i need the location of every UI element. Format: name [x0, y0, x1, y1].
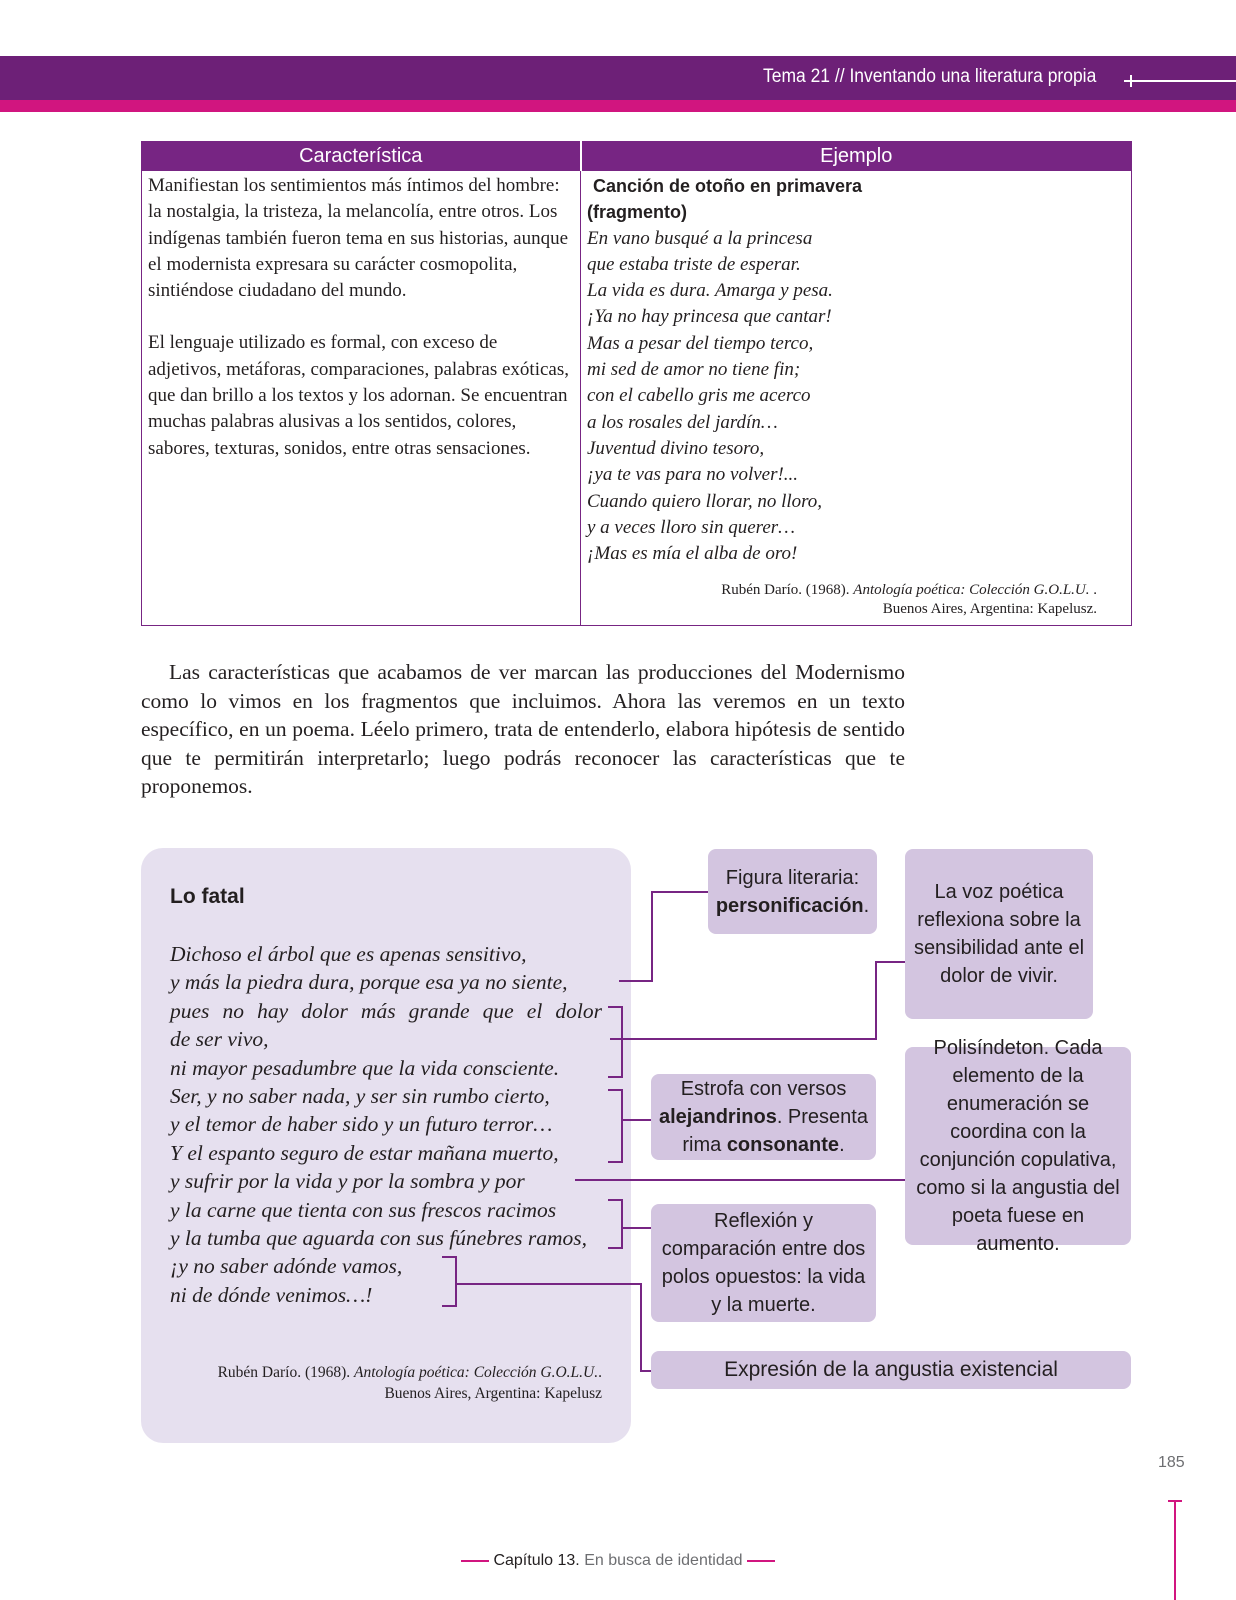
table-row — [142, 171, 1132, 626]
paragraph-gap — [148, 304, 574, 330]
footer-chapter: Capítulo 13. — [493, 1552, 580, 1569]
citation-author: Rubén Darío. (1968). — [217, 1364, 355, 1381]
characteristic-paragraph: Manifiestan los sentimientos más íntimos del hombre: la nostalgia, la tristeza, la melancolía, entre otros. Los indígenas también fueron tema en sus historias, aunque el modernista expresara su carácter cosmopolita, sintiéndose ciudadano del mundo. — [148, 175, 569, 302]
header-tick — [1130, 75, 1132, 87]
citation-tail: . — [598, 1364, 602, 1381]
poem-line: Juventud divino tesoro, — [587, 437, 765, 459]
poem-line: ¡Ya no hay princesa que cantar! — [587, 306, 832, 328]
poem-verse: y la tumba que aguarda con sus fúnebres ramos, — [170, 1226, 588, 1251]
citation-place: Buenos Aires, Argentina: Kapelusz. — [882, 601, 1097, 618]
note-estrofa-pre: Estrofa con versos — [680, 1078, 847, 1100]
poem-verse: Y el espanto seguro de estar mañana muerto, — [170, 1140, 559, 1165]
page-number: 185 — [1158, 1454, 1185, 1471]
poem-line: Mas a pesar del tiempo terco, — [587, 332, 814, 354]
column-header-example: Ejemplo — [581, 142, 1132, 171]
note-estrofa-bold1: alejandrinos — [659, 1106, 777, 1128]
footer — [0, 1552, 1236, 1570]
poem-verse: y más la piedra dura, porque esa ya no siente, — [170, 970, 568, 995]
footer-bar-left — [461, 1560, 489, 1562]
example-cell — [581, 171, 1132, 626]
connector-voz — [610, 962, 905, 1039]
poem-verse: de ser vivo, — [170, 1027, 269, 1052]
footer-subtitle: En busca de identidad — [584, 1552, 743, 1569]
note-angustia-text: Expresión de la angustia existencial — [724, 1358, 1058, 1381]
column-header-characteristic: Característica — [142, 142, 581, 171]
body-paragraph: Las características que acabamos de ver marcan las producciones del Modernismo como lo vimos en los fragmentos que incluimos. Ahora las veremos en un texto específico, en un poema. Léelo primero, trata de entenderlo, elabora hipótesis de sentido que te permitirán interpretarlo; luego podrás reconocer las características que te proponemos. — [141, 660, 905, 798]
note-polisindeton-text: Polisíndeton. Cada elemento de la enumeración se coordina con la conjunción copulativa, como si la angustia del poeta fuese en aumento. — [916, 1037, 1120, 1255]
poem-line: La vida es dura. Amarga y pesa. — [587, 280, 833, 302]
citation-work: Antología poética: Colección G.O.L.U. — [853, 582, 1090, 599]
poem-line: ¡ya te vas para no volver!... — [587, 464, 799, 486]
characteristic-paragraph: El lenguaje utilizado es formal, con exceso de adjetivos, metáforas, comparaciones, palabras exóticas, que dan brillo a los textos y los adornan. Se encuentran muchas palabras alusivas a los sentidos, colores, sabores, texturas, sonidos, entre otras sensaciones. — [148, 332, 569, 459]
poem-verse: Dichoso el árbol que es apenas sensitivo, — [170, 942, 527, 966]
connector-figura — [619, 892, 708, 981]
note-figura-tail: . — [863, 894, 870, 917]
poem-line: que estaba triste de esperar. — [587, 253, 801, 275]
characteristics-table — [141, 141, 1132, 626]
note-figura-text — [716, 864, 869, 920]
example-title: Canción de otoño en primavera — [593, 176, 863, 196]
table-header-row — [142, 142, 1132, 171]
poem-line: ¡Mas es mía el alba de oro! — [587, 543, 798, 565]
footer-bar-right — [747, 1560, 775, 1562]
header-stripe — [0, 100, 1236, 112]
note-estrofa-text — [655, 1075, 872, 1159]
note-estrofa-bold2: consonante — [726, 1134, 840, 1156]
example-citation — [587, 581, 1125, 619]
poem-line: En vano busqué a la princesa — [587, 227, 813, 249]
citation-place: Buenos Aires, Argentina: Kapelusz — [384, 1385, 602, 1402]
note-estrofa-mid: . Presenta rima — [682, 1106, 868, 1156]
poem-verse: ¡y no saber adónde vamos, — [170, 1254, 403, 1279]
side-rule — [1174, 1500, 1176, 1600]
poem-citation — [150, 1362, 602, 1404]
note-reflexion-text: Reflexión y comparación entre dos polos opuestos: la vida y la muerte. — [661, 1210, 866, 1316]
poem-verse: Ser, y no saber nada, y ser sin rumbo cierto, — [170, 1084, 550, 1109]
poem-line: mi sed de amor no tiene fin; — [587, 359, 801, 381]
poem-line: con el cabello gris me acerco — [587, 385, 811, 407]
note-estrofa — [651, 1074, 876, 1160]
characteristic-cell — [142, 171, 581, 626]
poem-line: y a veces lloro sin querer… — [587, 516, 796, 538]
poem-lines — [170, 940, 602, 1309]
note-polisindeton — [905, 1037, 1131, 1255]
citation-tail: . — [1089, 582, 1097, 599]
note-figura-bold: personificación — [715, 894, 864, 917]
header-rule — [1124, 80, 1236, 82]
poem-verse: y el temor de haber sido y un futuro terror… — [170, 1112, 553, 1137]
poem-verse: y sufrir por la vida y por la sombra y por — [170, 1169, 525, 1194]
note-angustia — [651, 1351, 1131, 1389]
poem-verse: ni mayor pesadumbre que la vida consciente. — [170, 1055, 560, 1080]
poem-verse: y la carne que tienta con sus frescos racimos — [170, 1197, 557, 1222]
poem-line: Cuando quiero llorar, no lloro, — [587, 490, 823, 512]
header-title: Tema 21 // Inventando una literatura propia — [762, 66, 1096, 87]
note-voz-text: La voz poética reflexiona sobre la sensibilidad ante el dolor de vivir. — [913, 881, 1085, 987]
poem-verse: ni de dónde venimos…! — [170, 1282, 373, 1307]
note-reflexion — [651, 1204, 876, 1322]
citation-author: Rubén Darío. (1968). — [721, 582, 854, 599]
poem-title: Lo fatal — [170, 885, 245, 908]
poem-verse: pues no hay dolor más grande que el dolor — [170, 998, 602, 1023]
note-figura-pre: Figura literaria: — [725, 866, 860, 889]
example-subtitle: (fragmento) — [587, 202, 687, 223]
poem-line: a los rosales del jardín… — [587, 411, 778, 433]
note-estrofa-tail: . — [839, 1134, 845, 1156]
citation-work: Antología poética: Colección G.O.L.U. — [354, 1364, 599, 1381]
note-voz — [905, 849, 1093, 1019]
note-figura — [708, 849, 877, 934]
